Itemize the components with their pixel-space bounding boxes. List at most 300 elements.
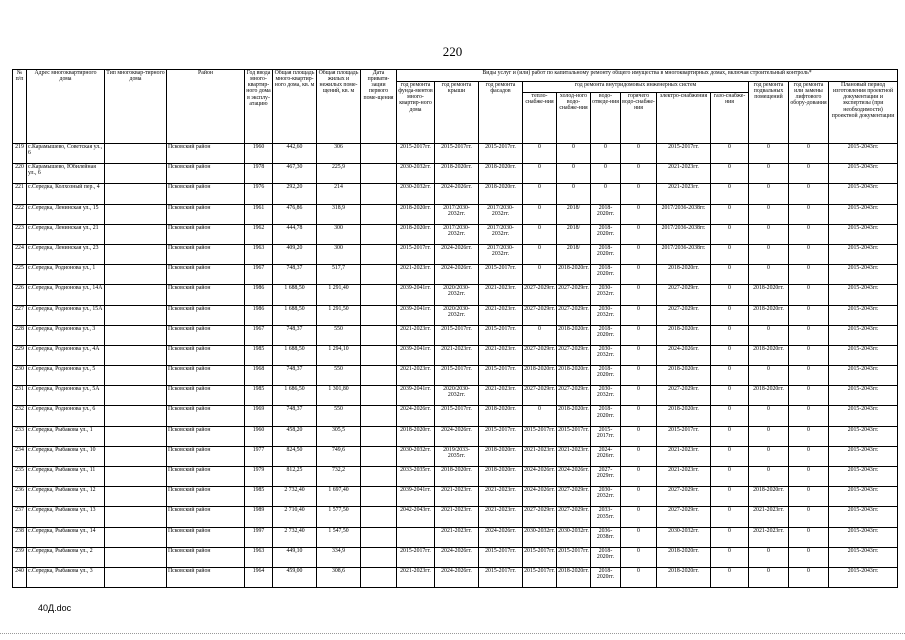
cell-year: 1978 (245, 164, 273, 184)
cell-heat-supply: 2021-2023гг. (523, 446, 557, 466)
cell-type (105, 507, 167, 527)
cell-basement: 0 (749, 366, 789, 386)
cell-basement: 2021-2023гг. (749, 507, 789, 527)
cell-living-area: 318,9 (317, 204, 361, 224)
table-row (13, 507, 898, 527)
header-planned-period: Плановый период изготовления проектной документации и экспертизы (при необходимости) проектной документации (829, 82, 898, 144)
cell-hot-water: 0 (621, 285, 657, 305)
cell-num: 219 (13, 144, 27, 164)
cell-facade: 2021-2023гг. (479, 386, 523, 406)
cell-sewerage: 2036-2038гг. (591, 527, 621, 547)
cell-heat-supply: 2015-2017гг. (523, 567, 557, 587)
cell-living-area: 732,2 (317, 467, 361, 487)
cell-basement: 2018-2020гг. (749, 386, 789, 406)
cell-cold-water: 2018-2020гг. (557, 567, 591, 587)
cell-type (105, 224, 167, 244)
cell-roof: 2021-2023гг. (435, 527, 479, 547)
cell-year: 1985 (245, 386, 273, 406)
cell-year: 1976 (245, 184, 273, 204)
cell-year: 1985 (245, 487, 273, 507)
cell-cold-water: 2018/ (557, 244, 591, 264)
cell-hot-water: 0 (621, 265, 657, 285)
table-row (13, 467, 898, 487)
header-address: Адрес многоквартирного дома (27, 70, 105, 144)
cell-sewerage: 2018-2020гг. (591, 224, 621, 244)
cell-num: 238 (13, 527, 27, 547)
cell-privatization-date (361, 446, 397, 466)
cell-electric-supply: 2018-2020гг. (657, 567, 711, 587)
table-row (13, 567, 898, 587)
cell-year: 1997 (245, 527, 273, 547)
cell-hot-water: 0 (621, 224, 657, 244)
cell-num: 236 (13, 487, 27, 507)
cell-electric-supply: 2024-2026гг. (657, 345, 711, 365)
cell-planned-period: 2015-2043гг. (829, 507, 898, 527)
cell-basement: 0 (749, 446, 789, 466)
cell-living-area: 225,9 (317, 164, 361, 184)
cell-basement: 0 (749, 224, 789, 244)
cell-hot-water: 0 (621, 446, 657, 466)
cell-electric-supply: 2021-2023гг. (657, 446, 711, 466)
cell-address: с.Середка, Родионова ул., 3 (27, 325, 105, 345)
cell-total-area: 2 732,40 (273, 527, 317, 547)
cell-type (105, 547, 167, 567)
cell-type (105, 325, 167, 345)
cell-foundation: 2021-2023гг. (397, 325, 435, 345)
cell-facade: 2021-2023гг. (479, 345, 523, 365)
cell-living-area: 749,6 (317, 446, 361, 466)
cell-basement: 2018-2020гг. (749, 285, 789, 305)
cell-type (105, 204, 167, 224)
cell-year: 1962 (245, 224, 273, 244)
cell-elevator: 0 (789, 507, 829, 527)
cell-facade: 2018-2020гг. (479, 164, 523, 184)
cell-roof: 2024-2026гг. (435, 244, 479, 264)
cell-planned-period: 2015-2043гг. (829, 204, 898, 224)
cell-gas-supply: 0 (711, 527, 749, 547)
cell-district: Псковский район (167, 467, 245, 487)
cell-roof: 2024-2026гг. (435, 426, 479, 446)
cell-roof: 2018-2020гг. (435, 467, 479, 487)
cell-gas-supply: 0 (711, 285, 749, 305)
cell-privatization-date (361, 224, 397, 244)
cell-num: 239 (13, 547, 27, 567)
cell-gas-supply: 0 (711, 426, 749, 446)
cell-gas-supply: 0 (711, 446, 749, 466)
table-row (13, 265, 898, 285)
cell-basement: 0 (749, 426, 789, 446)
cell-type (105, 345, 167, 365)
cell-sewerage: 2024-2026гг. (591, 446, 621, 466)
cell-district: Псковский район (167, 204, 245, 224)
cell-type (105, 446, 167, 466)
cell-elevator: 0 (789, 224, 829, 244)
cell-elevator: 0 (789, 426, 829, 446)
table-body (13, 144, 898, 588)
cell-electric-supply: 2021-2023гг. (657, 184, 711, 204)
cell-planned-period: 2015-2043гг. (829, 446, 898, 466)
cell-cold-water: 2015-2017гг. (557, 426, 591, 446)
cell-facade: 2018-2020гг. (479, 446, 523, 466)
cell-electric-supply: 2017/2036-2038гг. (657, 224, 711, 244)
cell-district: Псковский район (167, 547, 245, 567)
cell-district: Псковский район (167, 305, 245, 325)
cell-privatization-date (361, 366, 397, 386)
cell-privatization-date (361, 265, 397, 285)
footer-file-name: 40Д.doc (38, 603, 72, 613)
cell-foundation: 2039-2041гг. (397, 487, 435, 507)
cell-heat-supply: 2030-2032гг. (523, 527, 557, 547)
cell-cold-water: 2024-2026гг. (557, 467, 591, 487)
header-num: № п/п (13, 70, 27, 144)
cell-living-area: 214 (317, 184, 361, 204)
table-row (13, 285, 898, 305)
cell-living-area: 1 291,40 (317, 285, 361, 305)
cell-address: с.Карамышево, Юбилейная ул., 6 (27, 164, 105, 184)
cell-address: с.Середка, Родионова ул., 14А (27, 285, 105, 305)
cell-cold-water: 2027-2029гг. (557, 487, 591, 507)
cell-sewerage: 2030-2032гг. (591, 345, 621, 365)
cell-address: с.Середка, Рыбакова ул., 3 (27, 567, 105, 587)
header-hot-water: горячего водо-снабже-ния (621, 93, 657, 144)
cell-sewerage: 2018-2020гг. (591, 406, 621, 426)
header-basement: год ремонта подвальных помещений (749, 82, 789, 144)
cell-district: Псковский район (167, 406, 245, 426)
cell-heat-supply: 2027-2029гг. (523, 386, 557, 406)
cell-planned-period: 2015-2043гг. (829, 265, 898, 285)
cell-electric-supply: 2021-2023гг. (657, 164, 711, 184)
cell-sewerage: 2018-2020гг. (591, 325, 621, 345)
cell-heat-supply: 0 (523, 325, 557, 345)
cell-district: Псковский район (167, 446, 245, 466)
cell-heat-supply: 2027-2029гг. (523, 305, 557, 325)
cell-basement: 0 (749, 204, 789, 224)
cell-year: 1960 (245, 426, 273, 446)
cell-foundation: 2030-2032гг. (397, 446, 435, 466)
cell-heat-supply: 2027-2029гг. (523, 345, 557, 365)
cell-district: Псковский район (167, 386, 245, 406)
cell-type (105, 164, 167, 184)
cell-address: с.Середка, Родионова ул., 1 (27, 265, 105, 285)
cell-hot-water: 0 (621, 325, 657, 345)
cell-planned-period: 2015-2043гг. (829, 426, 898, 446)
cell-address: с.Середка, Колхозный пер., 4 (27, 184, 105, 204)
cell-roof: 2021-2023гг. (435, 487, 479, 507)
cell-facade: 2015-2017гг. (479, 325, 523, 345)
cell-privatization-date (361, 345, 397, 365)
cell-district: Псковский район (167, 184, 245, 204)
cell-num: 222 (13, 204, 27, 224)
header-cold-water: холод-ного водо-снабже-ния (557, 93, 591, 144)
cell-sewerage: 2018-2020гг. (591, 265, 621, 285)
cell-privatization-date (361, 204, 397, 224)
cell-foundation: 2039-2041гг. (397, 386, 435, 406)
header-roof: год ремонта крыши (435, 82, 479, 144)
cell-address: с.Середка, Рыбакова ул., 13 (27, 507, 105, 527)
cell-basement: 2021-2023гг. (749, 527, 789, 547)
cell-planned-period: 2015-2043гг. (829, 164, 898, 184)
cell-type (105, 285, 167, 305)
cell-gas-supply: 0 (711, 224, 749, 244)
cell-elevator: 0 (789, 285, 829, 305)
cell-total-area: 824,50 (273, 446, 317, 466)
cell-foundation (397, 527, 435, 547)
cell-total-area: 1 688,50 (273, 285, 317, 305)
cell-basement: 2018-2020гг. (749, 345, 789, 365)
cell-year: 1967 (245, 265, 273, 285)
cell-district: Псковский район (167, 507, 245, 527)
cell-total-area: 292,20 (273, 184, 317, 204)
cell-planned-period: 2015-2043гг. (829, 244, 898, 264)
cell-roof: 2015-2017гг. (435, 406, 479, 426)
cell-type (105, 487, 167, 507)
cell-facade: 2018-2020гг. (479, 406, 523, 426)
cell-type (105, 244, 167, 264)
cell-type (105, 567, 167, 587)
cell-type (105, 305, 167, 325)
cell-year: 1961 (245, 204, 273, 224)
cell-electric-supply: 2015-2017гг. (657, 144, 711, 164)
cell-num: 234 (13, 446, 27, 466)
cell-district: Псковский район (167, 285, 245, 305)
cell-type (105, 265, 167, 285)
cell-address: с.Середка, Родионова ул., 5 (27, 366, 105, 386)
cell-year: 1963 (245, 547, 273, 567)
cell-sewerage: 2015-2017гг. (591, 426, 621, 446)
cell-year: 1963 (245, 244, 273, 264)
cell-planned-period: 2015-2043гг. (829, 325, 898, 345)
cell-num: 235 (13, 467, 27, 487)
cell-privatization-date (361, 164, 397, 184)
cell-type (105, 366, 167, 386)
cell-elevator: 0 (789, 527, 829, 547)
cell-facade: 2024-2026гг. (479, 527, 523, 547)
cell-planned-period: 2015-2043гг. (829, 144, 898, 164)
cell-electric-supply: 2018-2020гг. (657, 366, 711, 386)
cell-roof: 2017/2030-2032гг. (435, 224, 479, 244)
cell-privatization-date (361, 285, 397, 305)
cell-privatization-date (361, 386, 397, 406)
cell-address: с.Середка, Родионова ул., 6 (27, 406, 105, 426)
cell-electric-supply: 2018-2020гг. (657, 406, 711, 426)
cell-total-area: 748,37 (273, 265, 317, 285)
cell-gas-supply: 0 (711, 244, 749, 264)
cell-elevator: 0 (789, 386, 829, 406)
cell-heat-supply: 2024-2026гг. (523, 467, 557, 487)
cell-address: с.Середка, Рыбакова ул., 11 (27, 467, 105, 487)
cell-num: 227 (13, 305, 27, 325)
cell-total-area: 748,37 (273, 366, 317, 386)
header-works-group: Виды услуг и (или) работ по капитальному ремонту общего имущества в многоквартирных домах, включая строительный контроль* (397, 70, 898, 82)
cell-elevator: 0 (789, 446, 829, 466)
cell-total-area: 2 710,40 (273, 507, 317, 527)
cell-privatization-date (361, 305, 397, 325)
table-row (13, 366, 898, 386)
cell-hot-water: 0 (621, 305, 657, 325)
cell-electric-supply: 2017/2036-2038гг. (657, 244, 711, 264)
cell-electric-supply: 2021-2023гг. (657, 467, 711, 487)
cell-foundation: 2018-2020гг. (397, 224, 435, 244)
cell-total-area: 458,20 (273, 426, 317, 446)
cell-hot-water: 0 (621, 184, 657, 204)
cell-heat-supply: 2018-2020гг. (523, 366, 557, 386)
cell-address: с.Середка, Рыбакова ул., 2 (27, 547, 105, 567)
cell-num: 229 (13, 345, 27, 365)
cell-num: 225 (13, 265, 27, 285)
header-type: Тип многоквар-тирного дома (105, 70, 167, 144)
cell-hot-water: 0 (621, 406, 657, 426)
cell-basement: 0 (749, 406, 789, 426)
cell-year: 1964 (245, 567, 273, 587)
repair-schedule-table (12, 69, 898, 588)
cell-elevator: 0 (789, 366, 829, 386)
cell-roof: 2015-2017гг. (435, 366, 479, 386)
header-district: Район (167, 70, 245, 144)
cell-year: 1986 (245, 305, 273, 325)
cell-planned-period: 2015-2043гг. (829, 467, 898, 487)
cell-privatization-date (361, 507, 397, 527)
cell-heat-supply: 0 (523, 265, 557, 285)
cell-living-area: 1 697,40 (317, 487, 361, 507)
cell-year: 1989 (245, 507, 273, 527)
cell-roof: 2019/2033-2035гг. (435, 446, 479, 466)
cell-total-area: 812,25 (273, 467, 317, 487)
cell-district: Псковский район (167, 144, 245, 164)
cell-foundation: 2024-2026гг. (397, 406, 435, 426)
cell-heat-supply: 0 (523, 224, 557, 244)
table-row (13, 224, 898, 244)
cell-cold-water: 2027-2029гг. (557, 345, 591, 365)
cell-facade: 2015-2017гг. (479, 144, 523, 164)
page-number: 220 (442, 44, 463, 59)
header-electric-supply: электро-снабжения (657, 93, 711, 144)
cell-elevator: 0 (789, 547, 829, 567)
cell-total-area: 409,20 (273, 244, 317, 264)
cell-electric-supply: 2027-2029гг. (657, 386, 711, 406)
cell-living-area: 1 301,80 (317, 386, 361, 406)
cell-cold-water: 2018/ (557, 204, 591, 224)
cell-total-area: 442,60 (273, 144, 317, 164)
cell-district: Псковский район (167, 265, 245, 285)
cell-hot-water: 0 (621, 244, 657, 264)
cell-hot-water: 0 (621, 467, 657, 487)
cell-foundation: 2015-2017гг. (397, 244, 435, 264)
cell-foundation: 2033-2035гг. (397, 467, 435, 487)
cell-total-area: 459,00 (273, 567, 317, 587)
cell-year: 1967 (245, 325, 273, 345)
cell-elevator: 0 (789, 487, 829, 507)
cell-heat-supply: 2015-2017гг. (523, 547, 557, 567)
cell-living-area: 300 (317, 244, 361, 264)
cell-address: с.Середка, Рыбакова ул., 14 (27, 527, 105, 547)
cell-total-area: 748,37 (273, 325, 317, 345)
table-row (13, 426, 898, 446)
cell-num: 224 (13, 244, 27, 264)
cell-cold-water: 2021-2023гг. (557, 446, 591, 466)
cell-privatization-date (361, 406, 397, 426)
cell-electric-supply: 2027-2029гг. (657, 305, 711, 325)
cell-foundation: 2030-2032гг. (397, 184, 435, 204)
cell-hot-water: 0 (621, 567, 657, 587)
cell-hot-water: 0 (621, 547, 657, 567)
cell-num: 226 (13, 285, 27, 305)
table-row (13, 446, 898, 466)
cell-elevator: 0 (789, 184, 829, 204)
cell-address: с.Середка, Ленинская ул., 21 (27, 224, 105, 244)
cell-sewerage: 2027-2029гг. (591, 467, 621, 487)
cell-cold-water: 0 (557, 184, 591, 204)
table-row (13, 244, 898, 264)
cell-elevator: 0 (789, 265, 829, 285)
cell-gas-supply: 0 (711, 204, 749, 224)
cell-heat-supply: 0 (523, 164, 557, 184)
cell-living-area: 550 (317, 325, 361, 345)
cell-district: Псковский район (167, 345, 245, 365)
cell-gas-supply: 0 (711, 144, 749, 164)
cell-basement: 0 (749, 244, 789, 264)
cell-gas-supply: 0 (711, 164, 749, 184)
table-row (13, 305, 898, 325)
cell-sewerage: 0 (591, 164, 621, 184)
cell-foundation: 2039-2041гг. (397, 285, 435, 305)
header-elevator: год ремонта или замены лифтового обору-дования (789, 82, 829, 144)
cell-cold-water: 2015-2017гг. (557, 547, 591, 567)
cell-facade: 2021-2023гг. (479, 305, 523, 325)
cell-district: Псковский район (167, 366, 245, 386)
cell-cold-water: 0 (557, 164, 591, 184)
cell-basement: 0 (749, 184, 789, 204)
cell-living-area: 305,5 (317, 426, 361, 446)
cell-foundation: 2021-2023гг. (397, 567, 435, 587)
cell-basement: 0 (749, 265, 789, 285)
cell-planned-period: 2015-2043гг. (829, 567, 898, 587)
capital-repair-table (12, 69, 897, 588)
cell-living-area: 1 294,10 (317, 345, 361, 365)
cell-elevator: 0 (789, 325, 829, 345)
cell-roof: 2018-2020гг. (435, 164, 479, 184)
cell-privatization-date (361, 527, 397, 547)
table-row (13, 527, 898, 547)
cell-hot-water: 0 (621, 164, 657, 184)
cell-cold-water: 0 (557, 144, 591, 164)
cell-type (105, 406, 167, 426)
table-row (13, 204, 898, 224)
cell-num: 221 (13, 184, 27, 204)
cell-elevator: 0 (789, 567, 829, 587)
cell-address: с.Середка, Родионова ул., 4А (27, 345, 105, 365)
cell-gas-supply: 0 (711, 487, 749, 507)
table-header (13, 70, 898, 144)
cell-hot-water: 0 (621, 487, 657, 507)
cell-roof: 2024-2026гг. (435, 265, 479, 285)
cell-living-area: 517,7 (317, 265, 361, 285)
cell-facade: 2017/2030-2032гг. (479, 224, 523, 244)
cell-planned-period: 2015-2043гг. (829, 305, 898, 325)
cell-basement: 0 (749, 567, 789, 587)
cell-sewerage: 2030-2032гг. (591, 305, 621, 325)
cell-district: Псковский район (167, 224, 245, 244)
table-row (13, 325, 898, 345)
cell-total-area: 467,30 (273, 164, 317, 184)
cell-roof: 2021-2023гг. (435, 507, 479, 527)
cell-sewerage: 2033-2035гг. (591, 507, 621, 527)
cell-sewerage: 2018-2020гг. (591, 244, 621, 264)
cell-basement: 2018-2020гг. (749, 305, 789, 325)
cell-num: 230 (13, 366, 27, 386)
cell-hot-water: 0 (621, 345, 657, 365)
cell-heat-supply: 0 (523, 244, 557, 264)
cell-year: 1985 (245, 345, 273, 365)
